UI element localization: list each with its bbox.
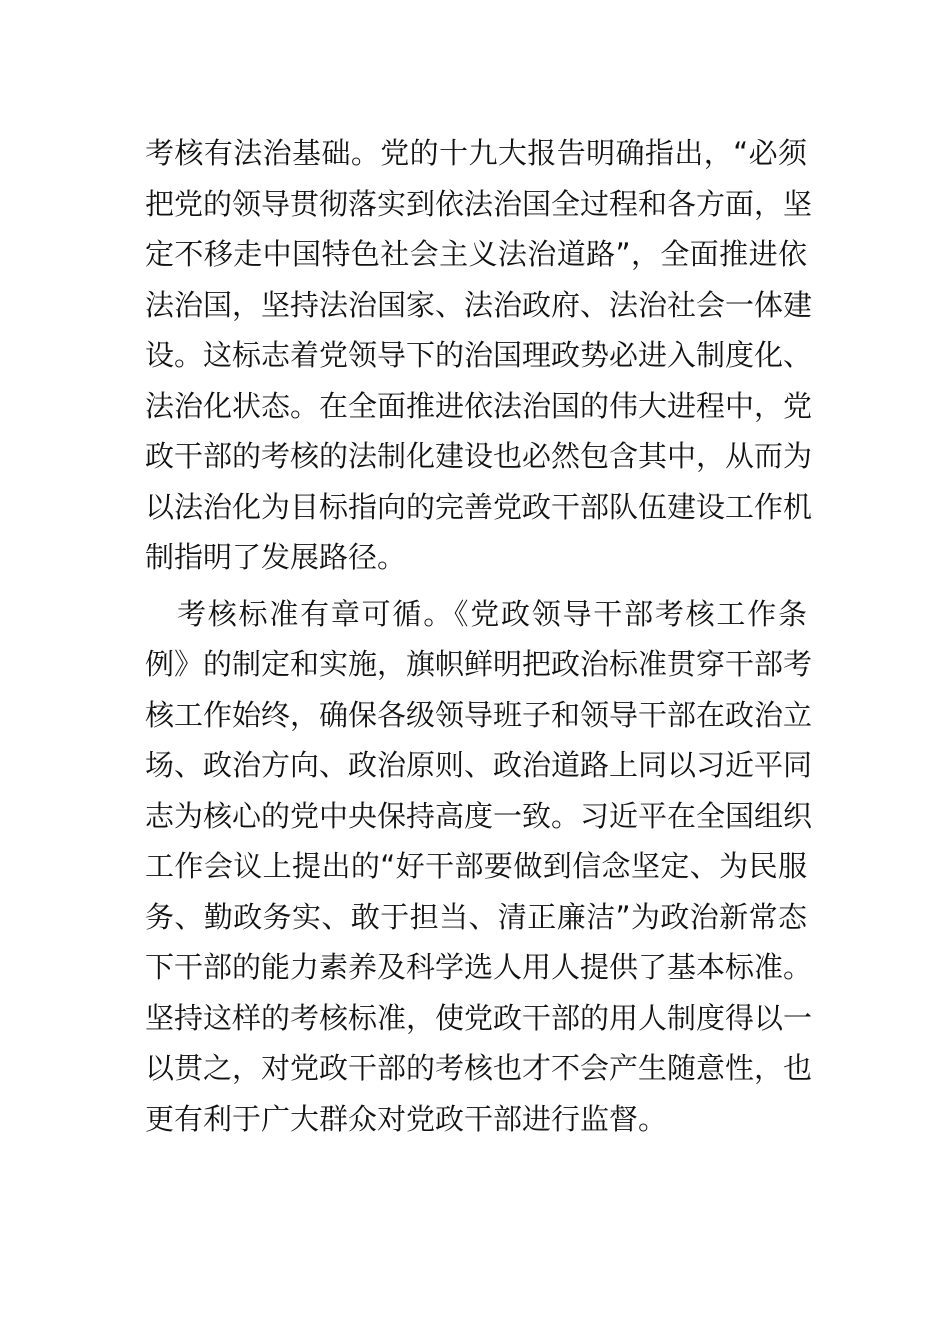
paragraph-line: 设。这标志着党领导下的治国理政势必进入制度化、 bbox=[145, 338, 813, 372]
paragraph-1 bbox=[145, 128, 813, 583]
paragraph-line: 例》的制定和实施，旗帜鲜明把政治标准贯穿干部考 bbox=[145, 647, 813, 681]
paragraph-2 bbox=[145, 589, 813, 1145]
paragraph-line: 考核标准有章可循。《党政领导干部考核工作条 bbox=[177, 596, 807, 631]
paragraph-line: 坚持这样的考核标准，使党政干部的用人制度得以一 bbox=[145, 1000, 813, 1035]
paragraph-line: 以法治化为目标指向的完善党政干部队伍建设工作机 bbox=[145, 489, 813, 524]
paragraph-line: 考核有法治基础。党的十九大报告明确指出，“必须 bbox=[145, 136, 807, 170]
paragraph-line: 法治化状态。在全面推进依法治国的伟大进程中，党 bbox=[145, 388, 813, 423]
document-body bbox=[145, 128, 813, 1144]
paragraph-line: 以贯之，对党政干部的考核也才不会产生随意性，也 bbox=[145, 1051, 813, 1085]
paragraph-line: 志为核心的党中央保持高度一致。习近平在全国组织 bbox=[145, 798, 813, 833]
paragraph-line: 工作会议上提出的“好干部要做到信念坚定、为民服 bbox=[145, 849, 807, 883]
paragraph-line: 定不移走中国特色社会主义法治道路”，全面推进依 bbox=[145, 237, 807, 271]
paragraph-line: 政干部的考核的法制化建设也必然包含其中，从而为 bbox=[145, 439, 813, 473]
paragraph-line: 法治国，坚持法治国家、法治政府、法治社会一体建 bbox=[145, 287, 813, 322]
paragraph-line: 核工作始终，确保各级领导班子和领导干部在政治立 bbox=[145, 697, 813, 732]
paragraph-line: 下干部的能力素养及科学选人用人提供了基本标准。 bbox=[145, 950, 813, 984]
paragraph-line: 场、政治方向、政治原则、政治道路上同以习近平同 bbox=[145, 748, 813, 782]
paragraph-line: 更有利于广大群众对党政干部进行监督。 bbox=[145, 1101, 668, 1136]
paragraph-line: 制指明了发展路径。 bbox=[145, 540, 407, 574]
paragraph-line: 务、勤政务实、敢于担当、清正廉洁”为政治新常态 bbox=[145, 899, 807, 934]
paragraph-line: 把党的领导贯彻落实到依法治国全过程和各方面，坚 bbox=[145, 186, 813, 221]
